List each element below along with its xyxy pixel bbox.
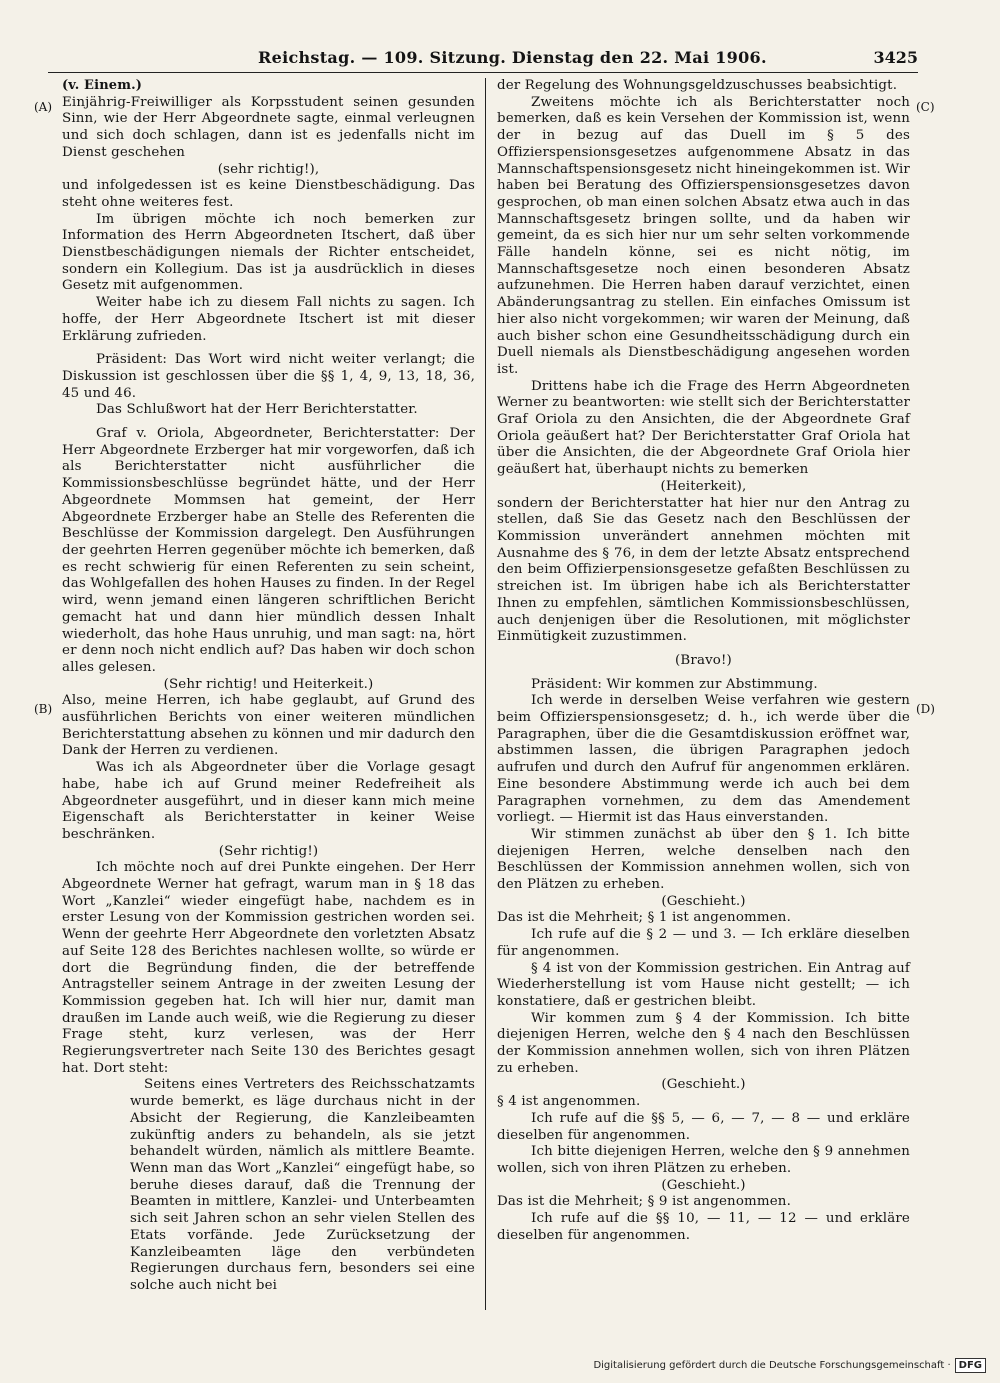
paragraph: Das ist die Mehrheit; § 1 ist angenommen. xyxy=(497,910,791,926)
interjection: (Sehr richtig!) xyxy=(218,843,319,859)
paragraph: Weiter habe ich zu diesem Fall nichts zu sagen. Ich hoffe, der Herr Abgeordnete Itschert ist mit dieser Erklärung zufrieden. xyxy=(62,295,475,344)
block-quote: Seitens eines Vertreters des Reichsschatzamts wurde bemerkt, es läge durchaus nicht in der Absicht der Regierung, die Kanzleibeamten zukünftig anders zu behandeln, als sie jetzt behandelt würden, nämlich als mittlere Beamte. Wenn man das Wort „Kanzlei“ eingefügt habe, so beruhe dieses darauf, daß die Trennung der Beamten in mittlere, Kanzlei- und Unterbeamten sich seit Jahren schon an sehr vielen Stellen des Etats vorfände. Jede Zurücksetzung der Kanzleibeamten läge den verbündeten Regierungen durchaus fern, besonders sei eine solche auch nicht bei xyxy=(130,1077,475,1293)
paragraph: Ich rufe auf die §§ 10, — 11, — 12 — und erkläre dieselben für angenommen. xyxy=(497,1211,910,1243)
paragraph: Also, meine Herren, ich habe geglaubt, auf Grund des ausführlichen Berichts von einer weiteren mündlichen Berichterstattung absehen zu können und mir dadurch den Dank der Herren zu verdienen. xyxy=(62,693,475,759)
paragraph: Ich werde in derselben Weise verfahren wie gestern beim Offizierspensionsgesetz; d. h., ich werde über die Paragraphen, über die die Gesamtdiskussion eröffnet war, abstimmen lassen, die übrigen Paragraphen jedoch aufrufen und durch den Aufruf für angenommen erklären. Eine besondere Abstimmung werde ich auch bei dem Paragraphen vornehmen, zu dem das Amendement vorliegt. — Hiermit ist das Haus einverstanden. xyxy=(497,693,910,826)
left-column xyxy=(62,78,475,1295)
interjection: (Heiterkeit), xyxy=(660,478,747,494)
paragraph: § 4 ist von der Kommission gestrichen. Ein Antrag auf Wiederherstellung ist vom Hause nicht gestellt; — ich konstatiere, daß er gestrichen bleibt. xyxy=(497,960,910,1009)
interjection: (Geschieht.) xyxy=(661,1177,746,1193)
paragraph: Was ich als Abgeordneter über die Vorlage gesagt habe, habe ich auf Grund meiner Redefreiheit als Abgeordneter ausgeführt, und in dieser kann mich meine Eigenschaft als Berichterstatter in keiner Weise beschränken. xyxy=(62,760,475,842)
president-statement: Präsident: Wir kommen zur Abstimmung. xyxy=(531,676,818,692)
paragraph: Wir stimmen zunächst ab über den § 1. Ich bitte diejenigen Herren, welche denselben nach den Beschlüssen der Kommission annehmen wollen, sich von den Plätzen zu erheben. xyxy=(497,826,910,893)
paragraph: sondern der Berichterstatter hat hier nur den Antrag zu stellen, daß Sie das Gesetz nach den Beschlüssen der Kommission unverändert annehmen möchten mit Ausnahme des § 76, in dem der letzte Absatz entsprechend den beim Offizierpensionsgesetze gefaßten Beschlüssen zu streichen ist. Im übrigen habe ich als Berichterstatter Ihnen zu empfehlen, sämtlichen Kommissionsbeschlüssen, auch denjenigen über die Resolutionen, mit möglichster Einmütigkeit zuzustimmen. xyxy=(497,495,910,645)
paragraph: Im übrigen möchte ich noch bemerken zur Information des Herrn Abgeordneten Itschert, daß über Dienstbeschädigungen niemals der Richter entscheidet, sondern ein Kollegium. Das ist ja ausdrücklich in dieses Gesetz mit aufgenommen. xyxy=(62,211,475,294)
column-divider xyxy=(485,78,486,1310)
speaker-tag: (v. Einem.) xyxy=(62,78,143,93)
margin-marker-a: (A) xyxy=(34,100,53,114)
paragraph: Ich rufe auf die §§ 5, — 6, — 7, — 8 — und erkläre dieselben für angenommen. xyxy=(497,1110,910,1143)
interjection: (sehr richtig!), xyxy=(217,161,320,177)
paragraph: und infolgedessen ist es keine Dienstbeschädigung. Das steht ohne weiteres fest. xyxy=(62,178,475,210)
paragraph: der Regelung des Wohnungsgeldzuschusses beabsichtigt. xyxy=(497,78,898,93)
running-title: Reichstag. — 109. Sitzung. Dienstag den 22. Mai 1906. xyxy=(258,48,767,67)
footer-credit xyxy=(593,1358,986,1373)
page-number: 3425 xyxy=(873,48,918,67)
interjection: (Bravo!) xyxy=(675,652,732,668)
page-header xyxy=(48,48,918,73)
paragraph: Ich bitte diejenigen Herren, welche den § 9 annehmen wollen, sich von ihren Plätzen zu erheben. xyxy=(497,1144,910,1176)
right-column xyxy=(497,78,910,1245)
interjection: (Geschieht.) xyxy=(661,1077,746,1093)
interjection: (Sehr richtig! und Heiterkeit.) xyxy=(163,676,374,692)
paragraph: § 4 ist angenommen. xyxy=(497,1094,641,1110)
paragraph: Einjährig-Freiwilliger als Korpsstudent seinen gesunden Sinn, wie der Herr Abgeordnete sagte, einmal verleugnen und sich doch schlagen, dann ist es jedenfalls nicht im Dienst geschehen xyxy=(62,94,475,160)
margin-marker-b: (B) xyxy=(34,702,53,716)
dfg-logo: DFG xyxy=(955,1358,986,1373)
paragraph: Zweitens möchte ich als Berichterstatter noch bemerken, daß es kein Versehen der Kommission ist, wenn der in bezug auf das Duell im § 5 des Offizierspensionsgesetzes aufgenommene Absatz in das Mannschaftspensionsgesetz nicht hineingekommen ist. Wir haben bei Beratung des Offizierspensionsgesetzes davon gesprochen, ob man einen solchen Absatz etwa auch in das Mannschaftsgesetz bringen sollte, und da haben wir gemeint, da es sich hier nur um sehr selten vorkommende Fälle handeln könne, sei es nicht nötig, im Mannschaftsgesetze noch einen besonderen Absatz aufzunehmen. Die Herren haben darauf verzichtet, einen Abänderungsantrag zu stellen. Ein einfaches Omissum ist hier also nicht vorgekommen; wir waren der Meinung, daß auch bisher schon eine Gesundheitsschädigung durch ein Duell niemals als Dienstbeschädigung angesehen worden ist. xyxy=(497,94,910,377)
margin-marker-d: (D) xyxy=(916,702,935,716)
paragraph: Das ist die Mehrheit; § 9 ist angenommen. xyxy=(497,1194,791,1210)
paragraph: Ich möchte noch auf drei Punkte eingehen. Der Herr Abgeordnete Werner hat gefragt, warum man in § 18 das Wort „Kanzlei“ wieder eingefügt habe, nachdem es in erster Lesung von der Kommission gestrichen worden sei. Wenn der geehrte Herr Abgeordnete den vorletzten Absatz auf Seite 128 des Berichtes nachlesen wollte, so würde er dort die Begründung finden, die der betreffende Antragsteller seinem Antrage in der zweiten Lesung der Kommission gegeben hat. Ich will hier nur, damit man draußen im Lande auch weiß, wie die Regierung zu dieser Frage steht, kurz verlesen, was der Herr Regierungsvertreter nach Seite 130 des Berichtes gesagt hat. Dort steht: xyxy=(62,860,475,1076)
president-statement: Präsident: Das Wort wird nicht weiter verlangt; die Diskussion ist geschlossen über die §§ 1, 4, 9, 13, 18, 36, 45 und 46. xyxy=(62,352,475,401)
paragraph: Das Schlußwort hat der Herr Berichterstatter. xyxy=(96,402,418,418)
footer-text: Digitalisierung gefördert durch die Deutsche Forschungsgemeinschaft · xyxy=(593,1360,951,1371)
margin-marker-c: (C) xyxy=(916,100,935,114)
paragraph: Drittens habe ich die Frage des Herrn Abgeordneten Werner zu beantworten: wie stellt sich der Berichterstatter Graf Oriola zu den Ansichten, die der Abgeordnete Graf Oriola geäußert hat? Der Berichterstatter Graf Oriola hat über die Ansichten, die der Abgeordnete Graf Oriola hier geäußert hat, überhaupt nichts zu bemerken xyxy=(497,378,910,478)
interjection: (Geschieht.) xyxy=(661,893,746,909)
paragraph: Ich rufe auf die § 2 — und 3. — Ich erkläre dieselben für angenommen. xyxy=(497,927,910,959)
paragraph: Wir kommen zum § 4 der Kommission. Ich bitte diejenigen Herren, welche den § 4 nach den Beschlüssen der Kommission annehmen wollen, sich von ihren Plätzen zu erheben. xyxy=(497,1010,910,1076)
speech-oriola: Graf v. Oriola, Abgeordneter, Berichterstatter: Der Herr Abgeordnete Erzberger hat mir vorgeworfen, daß ich als Berichterstatter nicht ausführlicher die Kommissionsbeschlüsse begründet hätte, und der Herr Abgeordnete Mommsen hat gemeint, der Herr Abgeordnete Erzberger habe an Stelle des Referenten die Beschlüsse der Kommission dargelegt. Den Ausführungen der geehrten Herren gegenüber möchte ich bemerken, daß es recht schwierig für einen Referenten zu sein scheint, das Wohlgefallen des hohen Hauses zu finden. In der Regel wird, wenn jemand einen längeren schriftlichen Bericht gemacht hat und dann hier mündlich dessen Inhalt wiederholt, das hohe Haus unruhig, und man sagt: na, hört er denn noch nicht endlich auf? Das haben wir doch schon alles gelesen. xyxy=(62,426,475,675)
